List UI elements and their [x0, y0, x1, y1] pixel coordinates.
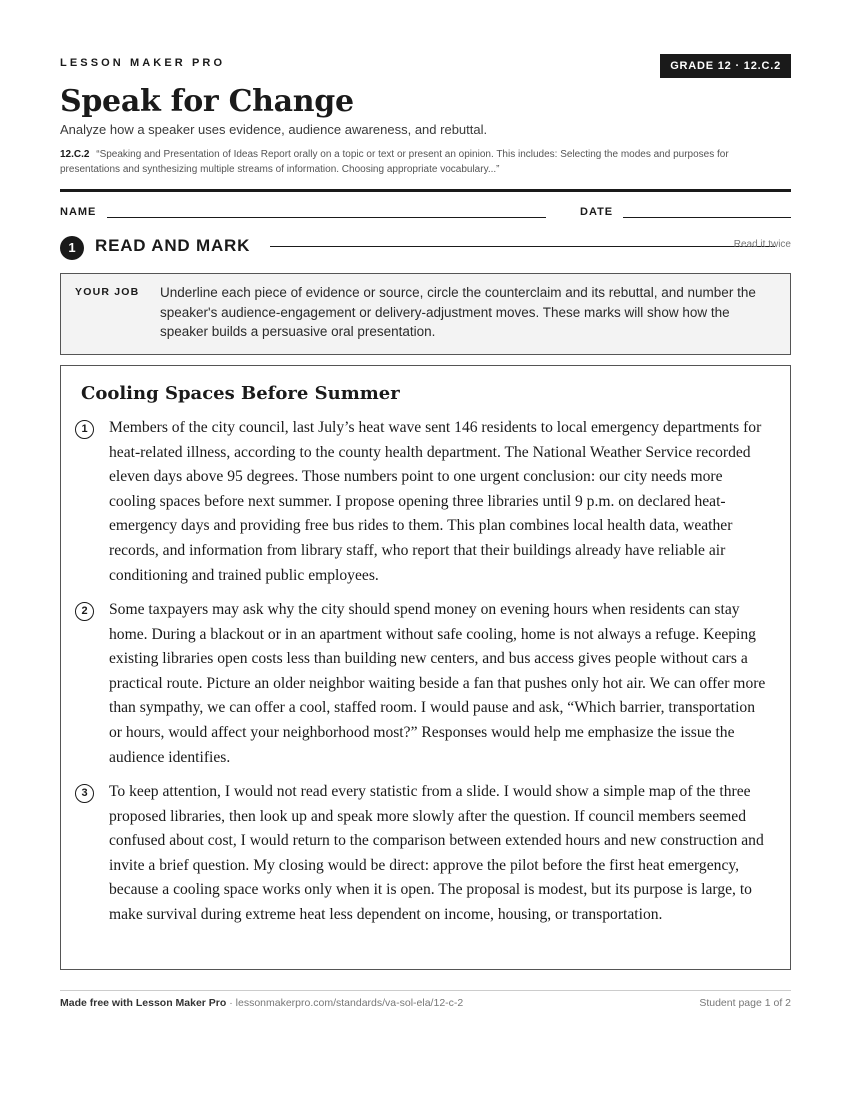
section-title: READ AND MARK	[95, 236, 251, 255]
job-instructions-box	[60, 273, 791, 355]
footer-divider	[60, 990, 791, 991]
section-number-badge: 1	[60, 236, 84, 260]
job-label: YOUR JOB	[75, 286, 140, 298]
header-divider	[60, 189, 791, 192]
page-indicator: Student page 1 of 2	[699, 997, 791, 1009]
footer-credit	[60, 997, 463, 1009]
paragraph-number: 2	[75, 602, 94, 621]
standard-description	[60, 147, 791, 177]
paragraph-text: Members of the city council, last July’s heat wave sent 146 residents to local emergency departments for heat-related illness, according to the county health department. The National Weather Service recorded eleven days above 95 degrees. Those numbers point to one urgent conclusion: our city needs more cooling spaces before next summer. I propose opening three libraries until 9 p.m. on declared heat-emergency days and providing free bus rides to them. This plan combines local health data, weather records, and information from library staff, who report that their buildings already have reliable air conditioning and trained public employees.	[109, 419, 762, 584]
section-note: Read it twice	[733, 239, 791, 250]
job-text: Underline each piece of evidence or source, circle the counterclaim and its rebuttal, and number the speaker's audience-engagement or delivery-adjustment moves. These marks will show how the speaker builds a persuasive oral presentation.	[160, 285, 756, 339]
date-label: DATE	[580, 206, 614, 218]
paragraph-number: 1	[75, 420, 94, 439]
footer-brand: Made free with Lesson Maker Pro	[60, 997, 227, 1009]
name-field[interactable]	[107, 217, 546, 218]
paragraph-number: 3	[75, 784, 94, 803]
page-subtitle: Analyze how a speaker uses evidence, audience awareness, and rebuttal.	[60, 122, 488, 137]
standard-code: 12.C.2	[60, 149, 90, 160]
passage-title: Cooling Spaces Before Summer	[81, 383, 400, 404]
standard-text: “Speaking and Presentation of Ideas Report orally on a topic or text or present an opinion. This includes: Selecting the modes and purposes for presentations and synthesizing multiple streams of information. Choosing appropriate vocabulary...”	[60, 149, 729, 175]
section-divider	[270, 246, 775, 247]
paragraph-text: To keep attention, I would not read every statistic from a slide. I would show a simple map of the three proposed libraries, then look up and speak more slowly after the question. If council members seemed confused about cost, I would return to the comparison between extended hours and new construction and invite a brief question. My closing would be direct: approve the pilot before the first heat emergency, because a cooling space works only when it is open. The proposal is modest, but its purpose is large, to make survival during extreme heat less dependent on income, housing, or transportation.	[109, 783, 764, 923]
paragraph-text: Some taxpayers may ask why the city should spend money on evening hours when residents can stay home. During a blackout or in an apartment without safe cooling, home is not always a refuge. Keeping existing libraries open costs less than building new centers, and bus access gives people without cars a practical route. Picture an older neighbor waiting beside a fan that pushes only hot air. We can offer more than sympathy, we can offer a cool, staffed room. I would pause and ask, “Which barrier, transportation or hours, would affect your neighborhood most?” Responses would help me emphasize the issue the audience identifies.	[109, 601, 766, 766]
footer-url[interactable]: · lessonmakerpro.com/standards/va-sol-ela/12-c-2	[226, 997, 464, 1009]
brand-name: LESSON MAKER PRO	[60, 57, 226, 69]
page-title: Speak for Change	[60, 84, 354, 119]
grade-badge: GRADE 12 · 12.C.2	[660, 54, 791, 78]
reading-passage-box	[60, 365, 791, 970]
date-field[interactable]	[623, 217, 791, 218]
worksheet-page	[60, 0, 791, 1100]
name-label: NAME	[60, 206, 97, 218]
